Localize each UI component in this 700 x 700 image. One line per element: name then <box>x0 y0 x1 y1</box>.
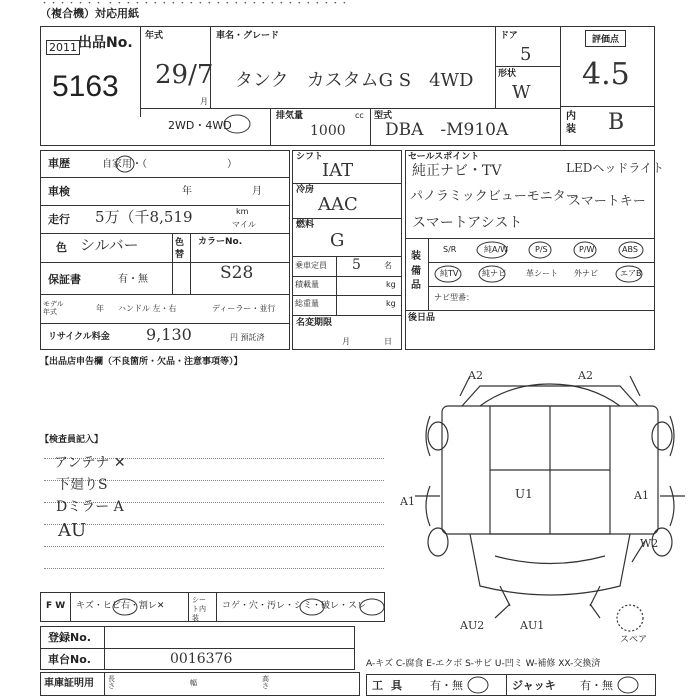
mileage-label: 走行 <box>48 213 70 226</box>
equipment-label: 装備品 <box>411 251 421 291</box>
car-diagram <box>400 366 700 646</box>
mileage-unit-km: km <box>236 207 249 216</box>
sales-right-2: スマートキー <box>568 194 646 209</box>
equipment-row1-1: 純A/W <box>484 245 509 254</box>
equipment-row1-2: P/S <box>535 245 548 254</box>
equipment-navi-label: ナビ型番： <box>434 293 474 302</box>
fw-interior-items: コゲ・穴・汚レ・シミ・破レ・スレ <box>222 601 367 611</box>
color-label: 色 <box>56 241 67 254</box>
recycle-label: リサイクル料金 <box>48 332 110 342</box>
color-value: シルバー <box>80 236 139 254</box>
equipment-row2-1: 純ナビ <box>482 269 506 278</box>
equipment-row2-3: 外ナビ <box>574 269 598 278</box>
sales-line-3: スマートアシスト <box>412 215 523 231</box>
score-label: 評価点 <box>585 30 626 47</box>
load-unit: kg <box>386 280 396 289</box>
door-value: 5 <box>520 44 532 65</box>
color-change-label: 色替 <box>175 238 185 260</box>
diagram-spare-label: スペア <box>620 635 648 645</box>
equipment-row1-4: ABS <box>622 245 638 254</box>
inspection-month: 月 <box>252 186 262 197</box>
inspector-line-4: AU <box>58 520 87 541</box>
mid-left-section <box>40 150 290 350</box>
garage-label: 車庫証明用 <box>44 678 94 689</box>
displacement-unit: cc <box>355 111 364 120</box>
diagram-mark-w2: W2 <box>640 537 659 550</box>
year-value: 29/7 <box>155 60 214 90</box>
interior-value: B <box>608 110 625 135</box>
weight-label: 総重量 <box>295 299 319 308</box>
diagram-mark-a2-left: A2 <box>468 369 483 382</box>
chassis-label: 車台No. <box>48 653 91 666</box>
notes-label: 【出品店申告欄（不良箇所・欠品・注意事項等）】 <box>40 357 243 367</box>
equipment-row1-0: S/R <box>443 245 457 254</box>
diagram-mark-au2: AU2 <box>460 619 485 632</box>
capacity-unit: 名 <box>384 261 392 270</box>
diagram-mark-au1: AU1 <box>520 619 545 632</box>
shift-label: シフト <box>296 152 324 162</box>
tools-circle <box>466 674 490 696</box>
score-value: 4.5 <box>582 57 630 92</box>
capacity-label: 乗車定員 <box>295 261 327 270</box>
name-change-label: 名変期限 <box>296 318 333 328</box>
garage-dim-height: 高さ <box>262 675 269 690</box>
equipment-row1-3: P/W <box>579 245 595 254</box>
fw-interior-label: シート内装 <box>192 596 206 623</box>
model-label: 車名・グレード <box>216 31 280 41</box>
inspection-label: 車検 <box>48 185 70 198</box>
recycle-suffix: 円 預託済 <box>230 333 265 342</box>
fw-items: キズ・ヒビ右・割レ✕ <box>76 601 165 611</box>
shape-value: W <box>512 82 531 103</box>
type-label: 型式 <box>374 111 393 121</box>
name-change-day: 日 <box>384 337 392 346</box>
jack-circle <box>616 674 640 696</box>
diagram-mark-a1-right: A1 <box>634 489 649 502</box>
jack-label: ジャッキ <box>512 679 556 692</box>
shape-label: 形状 <box>498 69 517 79</box>
fuel-value: G <box>330 230 345 251</box>
equipment-row2-4: エアB <box>620 269 642 278</box>
recycle-value: 9,130 <box>146 325 192 344</box>
inspector-line-1: アンテナ ✕ <box>54 455 126 471</box>
fw-label: F W <box>46 601 66 611</box>
fuel-label: 燃料 <box>296 220 315 230</box>
garage-dim-width: 幅 <box>190 679 197 687</box>
sales-line-2: パノラミックビューモニター <box>410 189 579 204</box>
color-code-label: カラーNo. <box>198 237 243 247</box>
damage-legend: A-キズ C-腐食 E-エクボ S-サビ U-凹ミ W-補修 XX-交換済 <box>366 659 601 669</box>
displacement-value: 1000 <box>310 123 346 139</box>
drive-circle <box>222 113 252 135</box>
tools-value: 有・無 <box>430 679 463 692</box>
inspector-label: 【検査員記入】 <box>40 435 104 445</box>
aircon-label: 冷房 <box>296 185 315 195</box>
later-parts-label: 後日品 <box>408 313 436 323</box>
diagram-mark-u1: U1 <box>515 487 533 501</box>
model-year-handle: ハンドル 左・右 <box>118 304 177 313</box>
jack-value: 有・無 <box>580 679 613 692</box>
sales-right-1: LEDヘッドライト <box>566 161 664 175</box>
equipment-row2-0: 純TV <box>440 269 459 278</box>
chassis-value: 0016376 <box>170 651 233 667</box>
interior-label: 内装 <box>566 111 576 135</box>
history-label: 車歴 <box>48 157 70 170</box>
inspector-line-3: Dミラー A <box>56 499 124 515</box>
model-year-year: 年 <box>96 304 104 313</box>
warranty-value: 有・無 <box>118 274 148 285</box>
name-change-month: 月 <box>342 337 350 346</box>
shift-value: IAT <box>322 160 354 181</box>
displacement-label: 排気量 <box>276 111 304 121</box>
door-label: ドア <box>500 31 518 41</box>
model-year-label: モデル年式 <box>43 300 64 317</box>
registration-label: 登録No. <box>48 631 91 644</box>
mileage-value: 5万（千8,519 <box>95 208 193 226</box>
lot-number: 5163 <box>52 70 119 103</box>
history-circle <box>114 154 136 174</box>
equipment-circles <box>428 238 655 286</box>
lot-year-tag: 2011 <box>46 40 80 55</box>
header-line1: ・・・・・・・ ・・・・・・・・・・・・・・・・・・・・・・・・・・・ <box>40 0 349 9</box>
model-year-dealer: ディーラー・並行 <box>212 304 276 313</box>
history-value: 自家用・（ ） <box>102 159 237 170</box>
weight-unit: kg <box>386 299 396 308</box>
sales-label: セールスポイント <box>408 152 480 162</box>
model-value: タンク カスタムG S 4WD <box>235 70 474 91</box>
header-title: （複合機）対応用紙 <box>40 7 139 20</box>
sales-line-1: 純正ナビ・TV <box>412 163 502 179</box>
inspector-line-2: 下廻りS <box>56 477 108 493</box>
diagram-mark-a1-left: A1 <box>400 495 415 508</box>
diagram-mark-a2-right: A2 <box>578 369 593 382</box>
tools-label: 工具 <box>372 679 410 692</box>
fw-circles <box>40 592 385 622</box>
lot-label: 出品No. <box>78 35 133 51</box>
garage-dim-length: 長さ <box>108 675 115 690</box>
year-suffix: 月 <box>200 97 208 106</box>
aircon-value: AAC <box>318 194 358 215</box>
inspection-year: 年 <box>182 186 192 197</box>
load-label: 積載量 <box>295 280 319 289</box>
year-label: 年式 <box>145 31 164 41</box>
mileage-unit-mile: マイル <box>232 220 256 229</box>
warranty-label: 保証書 <box>48 273 81 286</box>
equipment-row2-2: 革シート <box>526 269 558 278</box>
color-code-value: S28 <box>220 263 254 283</box>
capacity-value: 5 <box>352 257 361 273</box>
drive-label: 2WD・4WD <box>168 119 232 132</box>
type-value: DBA -M910A <box>385 120 509 140</box>
